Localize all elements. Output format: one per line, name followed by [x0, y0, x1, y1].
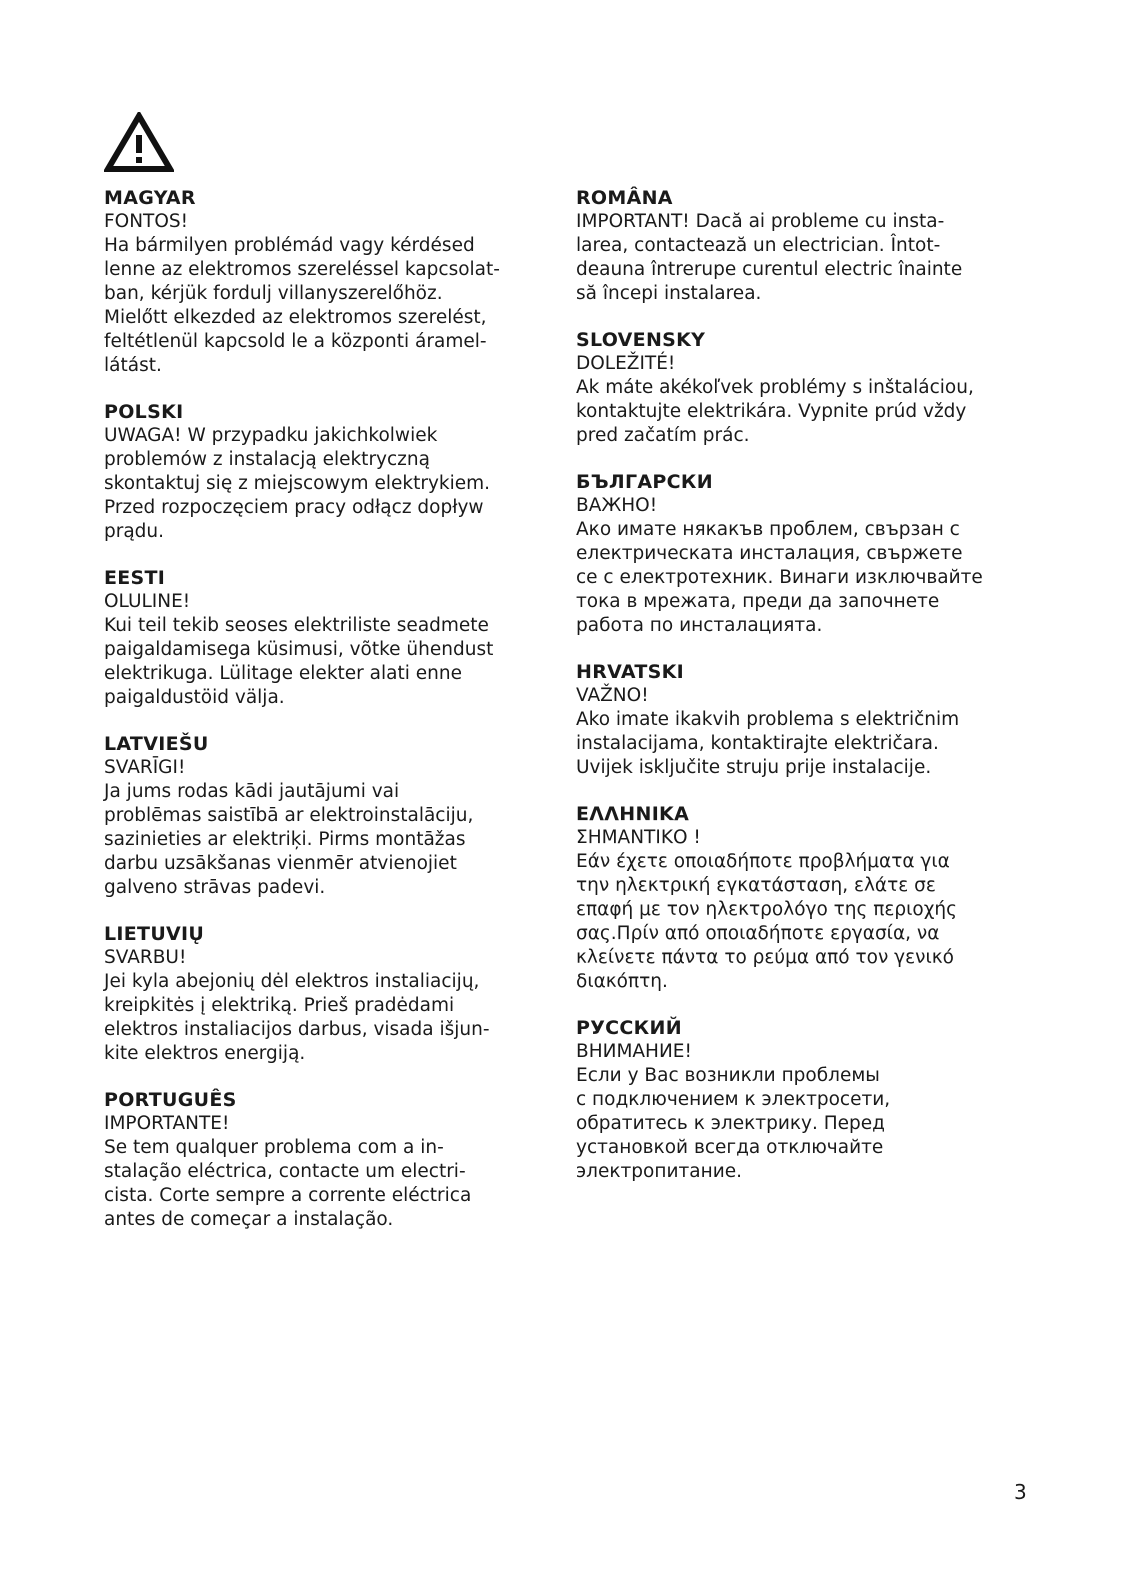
body-line: prądu.: [104, 521, 165, 542]
warning-section: [576, 186, 1026, 306]
section-heading: РУССКИЙ: [576, 1017, 682, 1039]
body-line: επαφή με τον ηλεκτρολόγο της περιοχής: [576, 899, 957, 920]
body-line: să începi instalarea.: [576, 283, 762, 304]
body-line: látást.: [104, 355, 162, 376]
important-label: DOLEŽITÉ!: [576, 353, 676, 374]
left-column: [104, 186, 554, 1254]
important-label: ВАЖНО!: [576, 495, 658, 516]
section-heading: ΕΛΛΗΝΙΚΑ: [576, 803, 690, 825]
warning-triangle-icon: [104, 112, 174, 172]
body-line: skontaktuj się z miejscowym elektrykiem.: [104, 473, 491, 494]
warning-section: [576, 660, 1026, 780]
section-heading: LATVIEŠU: [104, 733, 209, 755]
body-line: elektros instaliacijos darbus, visada išjun-: [104, 1019, 490, 1040]
body-line: σας.Πρίν από οποιαδήποτε εργασία, να: [576, 923, 940, 944]
warning-section: [576, 802, 1026, 994]
body-line: Uvijek isključite struju prije instalacije.: [576, 757, 932, 778]
important-label: FONTOS!: [104, 211, 189, 232]
important-label: ΣΗΜΑΝΤΙΚΟ !: [576, 827, 701, 848]
section-heading: БЪЛГАРСКИ: [576, 471, 713, 493]
body-line: kontaktujte elektrikára. Vypnite prúd vždy: [576, 401, 967, 422]
body-line: електрическата инсталация, свържете: [576, 543, 963, 564]
body-line: UWAGA! W przypadku jakichkolwiek: [104, 425, 438, 446]
body-line: galveno strāvas padevi.: [104, 877, 326, 898]
section-heading: MAGYAR: [104, 187, 196, 209]
body-line: elektrikuga. Lülitage elekter alati enne: [104, 663, 462, 684]
body-line: электропитание.: [576, 1161, 742, 1182]
body-line: с подключением к электросети,: [576, 1089, 891, 1110]
body-line: Если у Вас возникли проблемы: [576, 1065, 880, 1086]
section-body: [104, 424, 554, 544]
body-line: работа по инсталацията.: [576, 615, 823, 636]
section-body: [104, 780, 554, 900]
body-line: обратитесь к электрику. Перед: [576, 1113, 885, 1134]
important-label: OLULINE!: [104, 591, 191, 612]
body-line: deauna întrerupe curentul electric înainte: [576, 259, 963, 280]
body-line: IMPORTANT! Dacă ai probleme cu insta-: [576, 211, 945, 232]
body-line: Jei kyla abejonių dėl elektros instaliacijų,: [104, 971, 480, 992]
body-line: тока в мрежата, преди да започнете: [576, 591, 940, 612]
section-heading: EESTI: [104, 567, 166, 589]
body-line: την ηλεκτρική εγκατάσταση, ελάτε σε: [576, 875, 936, 896]
section-heading: ROMÂNA: [576, 187, 673, 209]
body-line: ban, kérjük fordulj villanyszerelőhöz.: [104, 283, 443, 304]
important-label: SVARBU!: [104, 947, 187, 968]
section-body: [576, 376, 1026, 448]
body-line: Εάν έχετε οποιαδήποτε προβλήματα για: [576, 851, 950, 872]
section-body: [104, 614, 554, 710]
body-line: sazinieties ar elektriķi. Pirms montāžas: [104, 829, 466, 850]
body-line: problēmas saistībā ar elektroinstalāciju,: [104, 805, 474, 826]
body-line: pred začatím prác.: [576, 425, 750, 446]
page-number: 3: [1014, 1480, 1027, 1504]
important-label: VAŽNO!: [576, 685, 649, 706]
body-line: paigaldamisega küsimusi, võtke ühendust: [104, 639, 494, 660]
warning-section: [576, 328, 1026, 448]
body-line: Ak máte akékoľvek problémy s inštaláciou,: [576, 377, 974, 398]
body-line: stalação eléctrica, contacte um electri-: [104, 1161, 466, 1182]
important-label: ВНИМАНИЕ!: [576, 1041, 692, 1062]
body-line: instalacijama, kontaktirajte električara.: [576, 733, 939, 754]
right-column: [576, 186, 1026, 1206]
warning-section: [104, 186, 554, 378]
warning-section: [576, 1016, 1026, 1184]
body-line: Se tem qualquer problema com a in-: [104, 1137, 444, 1158]
section-heading: POLSKI: [104, 401, 184, 423]
section-body: [104, 1136, 554, 1232]
warning-section: [104, 922, 554, 1066]
warning-section: [576, 470, 1026, 638]
body-line: lenne az elektromos szereléssel kapcsolat-: [104, 259, 500, 280]
body-line: feltétlenül kapcsold le a központi áramel-: [104, 331, 487, 352]
body-line: Ако имате някакъв проблем, свързан с: [576, 519, 960, 540]
body-line: kreipkitės į elektriką. Prieš pradėdami: [104, 995, 455, 1016]
section-body: [576, 210, 1026, 306]
warning-section: [104, 566, 554, 710]
warning-section: [104, 1088, 554, 1232]
body-line: problemów z instalacją elektryczną: [104, 449, 430, 470]
body-line: се с електротехник. Винаги изключвайте: [576, 567, 983, 588]
section-body: [104, 970, 554, 1066]
section-body: [576, 850, 1026, 994]
section-body: [576, 708, 1026, 780]
body-line: kite elektros energiją.: [104, 1043, 306, 1064]
body-line: antes de começar a instalação.: [104, 1209, 394, 1230]
section-heading: SLOVENSKY: [576, 329, 706, 351]
warning-section: [104, 400, 554, 544]
body-line: Przed rozpoczęciem pracy odłącz dopływ: [104, 497, 484, 518]
body-line: установкой всегда отключайте: [576, 1137, 884, 1158]
body-line: Mielőtt elkezded az elektromos szerelést,: [104, 307, 487, 328]
body-line: Ha bármilyen problémád vagy kérdésed: [104, 235, 475, 256]
body-line: Kui teil tekib seoses elektriliste seadmete: [104, 615, 489, 636]
body-line: paigaldustöid välja.: [104, 687, 285, 708]
section-heading: PORTUGUÊS: [104, 1089, 237, 1111]
body-line: darbu uzsākšanas vienmēr atvienojiet: [104, 853, 457, 874]
warning-section: [104, 732, 554, 900]
important-label: SVARĪGI!: [104, 757, 186, 778]
section-body: [576, 518, 1026, 638]
section-body: [576, 1064, 1026, 1184]
body-line: Ja jums rodas kādi jautājumi vai: [104, 781, 400, 802]
section-body: [104, 234, 554, 378]
section-heading: LIETUVIŲ: [104, 923, 205, 945]
section-heading: HRVATSKI: [576, 661, 685, 683]
body-line: κλείνετε πάντα το ρεύμα από τον γενικό: [576, 947, 954, 968]
body-line: cista. Corte sempre a corrente eléctrica: [104, 1185, 472, 1206]
important-label: IMPORTANTE!: [104, 1113, 230, 1134]
body-line: larea, contactează un electrician. Întot-: [576, 235, 941, 256]
body-line: διακόπτη.: [576, 971, 668, 992]
body-line: Ako imate ikakvih problema s električnim: [576, 709, 960, 730]
